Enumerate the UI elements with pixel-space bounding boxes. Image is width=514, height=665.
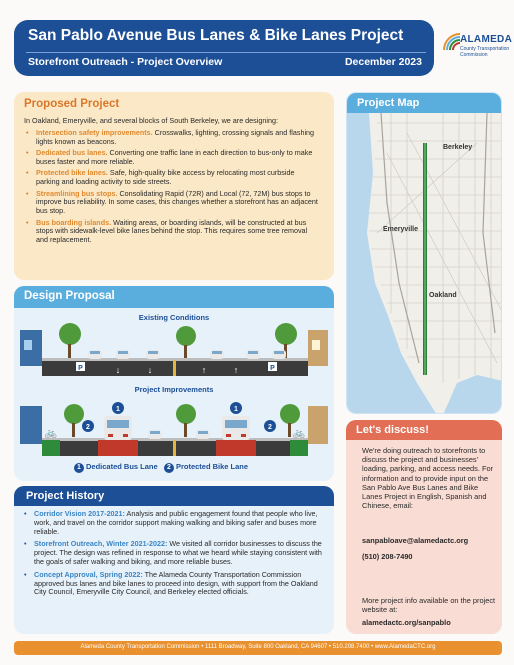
item-text: Analysis and public engagement found that people who live, work, and travel on the corridor support making walking and biking safer and buses more reliable. [34, 509, 318, 536]
more-info-text: More project info available on the project website at: [362, 596, 496, 615]
car-icon [196, 430, 210, 439]
list-item: • Intersection safety improvements. Crosswalks, lighting, crossing signals and flashing lights known as beacons. [26, 128, 315, 146]
legend-num-2: 2 [164, 463, 174, 473]
tree-icon [64, 404, 84, 424]
car-icon [148, 430, 162, 439]
car-icon [246, 350, 260, 359]
svg-text:2: 2 [86, 424, 90, 431]
bus-icon [222, 416, 250, 440]
proposed-list [24, 129, 324, 245]
item-text: Safe, high-quality bike access by relocating most curbside parking and loading activity to side streets. [36, 168, 295, 187]
arrow-down-icon: ↓ [147, 365, 153, 375]
building-right-icon [308, 406, 328, 444]
svg-text:1: 1 [234, 406, 238, 413]
bus-lane-right [216, 440, 256, 456]
car-icon [210, 350, 224, 359]
item-label: Dedicated bus lanes. [36, 148, 108, 158]
page-title: San Pablo Avenue Bus Lanes & Bike Lanes Project [28, 27, 404, 44]
item-text: Crosswalks, lighting, crossing signals and flashing lights known as beacons. [36, 128, 315, 146]
legend-num-1: 1 [74, 463, 84, 473]
lets-discuss-section [346, 420, 502, 634]
bus-lane-left [98, 440, 138, 456]
tree-icon [280, 404, 300, 424]
existing-conditions-label: Existing Conditions [138, 313, 210, 322]
car-icon [272, 350, 286, 359]
bike-lane-right [290, 440, 308, 456]
map-label-berkeley: Berkeley [443, 144, 473, 151]
tree-icon [275, 323, 297, 345]
item-label: Intersection safety improvements. [36, 128, 153, 137]
proposed-project-section [14, 92, 334, 280]
legend-label-bus: Dedicated Bus Lane [86, 462, 158, 471]
subtitle-date: December 2023 [344, 56, 422, 68]
design-legend [74, 462, 248, 473]
car-icon [116, 350, 130, 359]
arrow-up-icon: ↑ [201, 365, 207, 375]
svg-text:P: P [78, 365, 83, 372]
footer-text: Alameda County Transportation Commission • 1111 Broadway, Suite 800 Oakland, CA 94607 • 510.208.7400 • www.AlamedaCTC.org [80, 644, 436, 650]
legend-label-bike: Protected Bike Lane [175, 462, 249, 471]
svg-text:1: 1 [116, 406, 120, 413]
footer-bar [14, 641, 502, 655]
item-text: Converting one traffic lane in each direction to bus-only to make buses faster and more reliable. [36, 148, 313, 166]
history-list [24, 510, 328, 601]
project-map-header [347, 93, 502, 113]
car-icon [146, 350, 160, 359]
bike-lane-left [42, 440, 60, 456]
project-map-title: Project Map [357, 97, 420, 109]
subtitle-left: Storefront Outreach - Project Overview [28, 56, 223, 68]
tree-icon [59, 323, 81, 345]
item-label: Storefront Outreach, Winter 2021-2022: [34, 539, 168, 549]
svg-text:2: 2 [268, 424, 272, 431]
project-map [347, 113, 502, 414]
project-map-section [346, 92, 502, 414]
list-item: • Streamlining bus stops. Consolidating Rapid (72R) and Local (72, 72M) bus stops to improve bus reliability. In some cases, this changes whether a storefront has an adjacent bus stop. [26, 188, 318, 216]
project-improvements-label: Project Improvements [134, 385, 214, 394]
street-cross-section-illustration [20, 310, 328, 460]
lets-discuss-title: Let's discuss! [356, 424, 429, 436]
arrow-down-icon: ↓ [115, 365, 121, 375]
alameda-ctc-logo [438, 22, 513, 72]
logo-subtitle: County Transportation Commission [460, 46, 510, 58]
item-label: Corridor Vision 2017-2021: [34, 509, 125, 518]
contact-phone[interactable]: (510) 208-7490 [362, 552, 413, 561]
list-item: • Storefront Outreach, Winter 2021-2022: We visited all corridor businesses to discuss the project. The design was refined in response to what we heard while staying consistent with the goals of safer walking and biking, and more reliable buses. [24, 539, 322, 566]
bicycle-icon: 🚲 [44, 428, 58, 439]
discuss-body: We're doing outreach to storefronts to discuss the project and businesses' loading, parking, and access needs. For information and to provide input on the San Pablo Ave Bus Lanes and Bike Lanes Project in English, Spanish and Chinese, email: [362, 446, 494, 511]
list-item: • Protected bike lanes. Safe, high-quality bike access by relocating most curbside parking and loading activity to side streets. [26, 168, 295, 187]
project-website-link[interactable]: alamedactc.org/sanpablo [362, 618, 451, 627]
header-subtitle-bar [26, 52, 426, 70]
car-icon [88, 350, 102, 359]
logo-name: ALAMEDA [460, 34, 513, 45]
tree-icon [176, 404, 196, 424]
tree-icon [176, 326, 196, 346]
item-label: Streamlining bus stops. [36, 188, 118, 198]
contact-email[interactable]: sanpabloave@alamedactc.org [362, 536, 469, 545]
project-history-header [14, 486, 334, 506]
list-item: • Bus boarding islands. Waiting areas, or boarding islands, will be constructed at bus stops with sidewalk-level bike lanes behind the stop. This requires some tree removal and replacement. [26, 217, 308, 245]
building-left-icon [20, 406, 42, 444]
list-item: • Concept Approval, Spring 2022: The Alameda County Transportation Commission approved bus lanes and bike lanes to proceed into design, with support from the Oakland City Council, Emeryville City Council, and Berkeley elected officials. [24, 569, 318, 597]
item-text: Waiting areas, or boarding islands, will be constructed at bus stops with sidewalk-level bike lanes behind the stop. This requires some tree removal and replacement. [36, 217, 308, 245]
project-history-section [14, 486, 334, 634]
proposed-intro: In Oakland, Emeryville, and several blocks of South Berkeley, we are designing: [24, 116, 278, 125]
design-proposal-title: Design Proposal [24, 290, 115, 302]
lets-discuss-header [346, 420, 502, 440]
svg-text:P: P [270, 365, 275, 372]
map-label-oakland: Oakland [429, 292, 457, 299]
item-text: The Alameda County Transportation Commission approved bus lanes and bike lanes to proceed into design, with support from the Oakland City Council, Emeryville City Council, and Berkeley elected officials. [34, 569, 318, 597]
bus-icon [104, 416, 132, 440]
item-label: Concept Approval, Spring 2022: [34, 569, 143, 579]
list-item: • Dedicated bus lanes. Converting one traffic lane in each direction to bus-only to make buses faster and more reliable. [26, 148, 313, 166]
bicycle-icon: 🚲 [292, 428, 306, 439]
proposed-project-title: Proposed Project [24, 98, 120, 110]
item-label: Protected bike lanes. [36, 168, 108, 178]
header-banner [14, 20, 434, 76]
item-label: Bus boarding islands. [36, 217, 112, 227]
map-label-emeryville: Emeryville [383, 226, 419, 233]
project-history-title: Project History [26, 490, 105, 502]
design-proposal-header [14, 286, 334, 308]
item-text: Consolidating Rapid (72R) and Local (72, 72M) bus stops to improve bus reliability. In some cases, this changes whether a storefront has an adjacent bus stop. [36, 188, 318, 216]
list-item: • Corridor Vision 2017-2021: Analysis and public engagement found that people who live, work, and travel on the corridor support making walking and biking safer and buses more reliable. [24, 509, 318, 536]
item-text: We visited all corridor businesses to discuss the project. The design was refined in response to what we heard while staying consistent with the goals of safer walking and biking, and more reliable buses. [34, 539, 322, 566]
arrow-up-icon: ↑ [233, 365, 239, 375]
design-proposal-section [14, 286, 334, 481]
